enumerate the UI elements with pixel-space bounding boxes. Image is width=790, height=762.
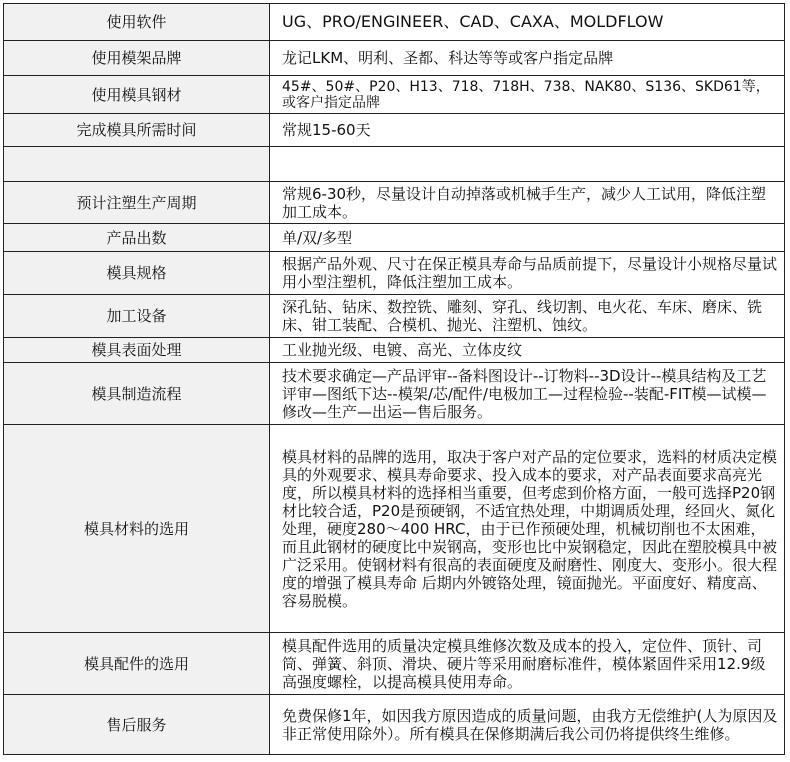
label-empty bbox=[4, 147, 270, 182]
row-after-sales bbox=[4, 695, 785, 755]
row-cavities bbox=[4, 224, 785, 252]
value-surface-treatment: 工业抛光级、电镀、高光、立体皮纹 bbox=[270, 338, 785, 363]
value-process: 技术要求确定—产品评审--备料图设计--订物料--3D设计--模具结构及工艺评审—图纸下达--模架/芯/配件/电极加工—过程检验--装配-FIT模—试模—修改—生产—出运—售后服务。 bbox=[270, 363, 785, 425]
label-software: 使用软件 bbox=[4, 4, 270, 41]
row-material-selection bbox=[4, 425, 785, 633]
row-software bbox=[4, 4, 785, 41]
spec-table bbox=[3, 3, 785, 755]
label-lead-time: 完成模具所需时间 bbox=[4, 114, 270, 147]
label-parts-selection: 模具配件的选用 bbox=[4, 633, 270, 695]
value-material-selection: 模具材料的品牌的选用，取决于客户对产品的定位要求，选料的材质决定模具的外观要求、模具寿命要求、投入成本的要求，对产品表面要求高亮光度，所以模具材料的选择相当重要，但考虑到价格方面，一般可选择P20钢材比较合适，P20是预硬钢，不适宜热处理，中期调质处理，经回火、氮化处理，硬度280～400 HRC，由于已作预硬处理，机械切削也不太困难，而且此钢材的硬度比中炭钢高，变形也比中炭钢稳定，因此在塑胶模具中被广泛采用。使钢材料有很高的表面硬度及耐磨性、刚度大、变形小。很大程度的增强了模具寿命 后期内外镀铬处理，镜面抛光。平面度好、精度高、容易脱模。 bbox=[270, 425, 785, 633]
row-lead-time bbox=[4, 114, 785, 147]
value-cavities: 单/双/多型 bbox=[270, 224, 785, 252]
label-mold-base-brand: 使用模架品牌 bbox=[4, 41, 270, 76]
label-process: 模具制造流程 bbox=[4, 363, 270, 425]
row-equipment bbox=[4, 295, 785, 338]
row-parts-selection bbox=[4, 633, 785, 695]
label-mold-spec: 模具规格 bbox=[4, 252, 270, 295]
value-equipment: 深孔钻、钻床、数控铣、雕刻、穿孔、线切割、电火花、车床、磨床、铣床、钳工装配、合模机、抛光、注塑机、蚀纹。 bbox=[270, 295, 785, 338]
row-mold-base-brand bbox=[4, 41, 785, 76]
row-cycle-time bbox=[4, 182, 785, 224]
value-cycle-time: 常规6-30秒，尽量设计自动掉落或机械手生产，减少人工试用，降低注塑加工成本。 bbox=[270, 182, 785, 224]
value-lead-time: 常规15-60天 bbox=[270, 114, 785, 147]
label-surface-treatment: 模具表面处理 bbox=[4, 338, 270, 363]
label-material-selection: 模具材料的选用 bbox=[4, 425, 270, 633]
value-software: UG、PRO/ENGINEER、CAD、CAXA、MOLDFLOW bbox=[270, 4, 785, 41]
row-process bbox=[4, 363, 785, 425]
value-empty bbox=[270, 147, 785, 182]
row-surface-treatment bbox=[4, 338, 785, 363]
label-cavities: 产品出数 bbox=[4, 224, 270, 252]
row-mold-spec bbox=[4, 252, 785, 295]
row-empty bbox=[4, 147, 785, 182]
value-mold-base-brand: 龙记LKM、明利、圣都、科达等等或客户指定品牌 bbox=[270, 41, 785, 76]
value-mold-steel: 45#、50#、P20、H13、718、718H、738、NAK80、S136、SKD61等，或客户指定品牌 bbox=[270, 76, 785, 114]
value-mold-spec: 根据产品外观、尺寸在保正模具寿命与品质前提下，尽量设计小规格尽量试用小型注塑机，降低注塑加工成本。 bbox=[270, 252, 785, 295]
label-cycle-time: 预计注塑生产周期 bbox=[4, 182, 270, 224]
label-after-sales: 售后服务 bbox=[4, 695, 270, 755]
row-mold-steel bbox=[4, 76, 785, 114]
value-after-sales: 免费保修1年，如因我方原因造成的质量问题，由我方无偿维护(人为原因及非正常使用除外）。所有模具在保修期满后我公司仍将提供终生维修。 bbox=[270, 695, 785, 755]
label-equipment: 加工设备 bbox=[4, 295, 270, 338]
label-mold-steel: 使用模具钢材 bbox=[4, 76, 270, 114]
value-parts-selection: 模具配件选用的质量决定模具维修次数及成本的投入，定位件、顶针、司筒、弹簧、斜顶、滑块、硬片等采用耐磨标准件，模体紧固件采用12.9级高强度螺栓，以提高模具使用寿命。 bbox=[270, 633, 785, 695]
